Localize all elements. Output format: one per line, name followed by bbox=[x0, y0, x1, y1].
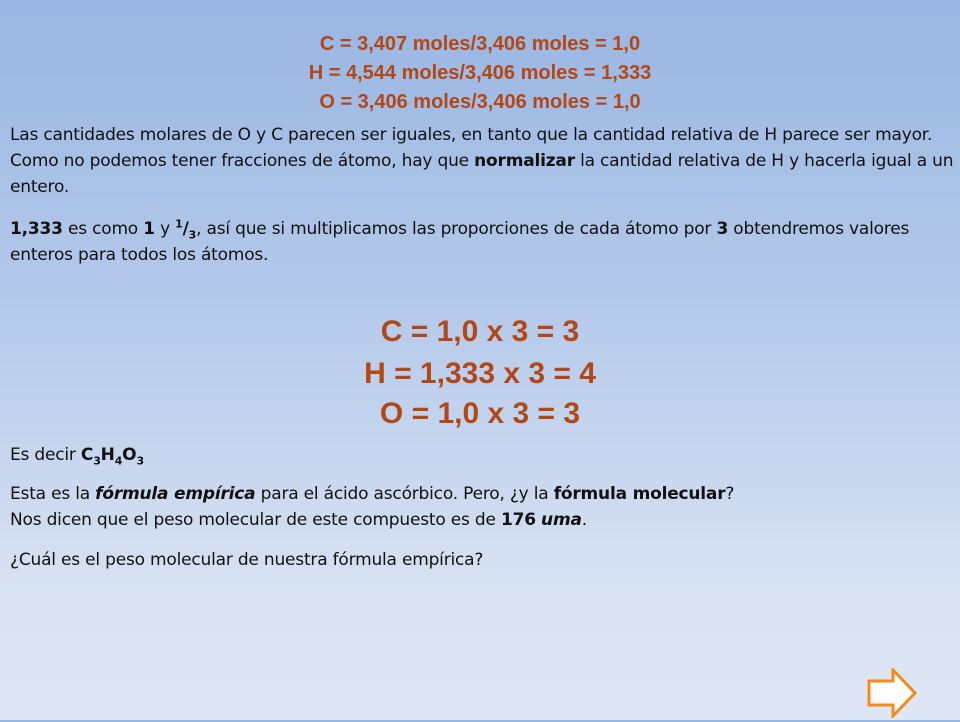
paragraph-text: y bbox=[154, 219, 176, 239]
number-1333: 1,333 bbox=[10, 219, 63, 239]
formula-prefix: Es decir bbox=[10, 445, 81, 465]
paragraph-text: Las cantidades molares de O y C parecen ser iguales, en tanto que la cantidad relativa de H parece ser mayor. Como no podemos tener fracciones de átomo, hay que bbox=[10, 125, 933, 171]
paragraph-text: , así que si multiplicamos las proporciones de cada átomo por bbox=[196, 219, 717, 239]
fraction-denominator: 3 bbox=[188, 228, 197, 242]
ratio-oxygen: O = 3,406 moles/3,406 moles = 1,0 bbox=[319, 91, 641, 113]
number-three: 3 bbox=[716, 219, 729, 239]
paragraph-multiply bbox=[10, 216, 955, 268]
fraction-one-third bbox=[175, 217, 197, 242]
weight-176: 176 bbox=[500, 510, 536, 530]
next-slide-button[interactable] bbox=[866, 668, 918, 718]
product-carbon: C = 1,0 x 3 = 3 bbox=[380, 315, 580, 348]
subscript-h: 4 bbox=[114, 454, 123, 468]
paragraph-text: Esta es la bbox=[10, 484, 96, 504]
empirical-formula-line bbox=[10, 442, 955, 468]
element-c: C bbox=[80, 445, 94, 465]
element-o: O bbox=[122, 445, 137, 465]
ratio-hydrogen: H = 4,544 moles/3,406 moles = 1,333 bbox=[308, 62, 652, 84]
normalize-word: normalizar bbox=[474, 151, 575, 171]
paragraph-normalize bbox=[10, 122, 955, 200]
subscript-c: 3 bbox=[93, 454, 101, 468]
product-oxygen: O = 1,0 x 3 = 3 bbox=[379, 397, 581, 430]
paragraph-text: la cantidad relativa de H y hacerla igual a un entero. bbox=[10, 151, 954, 197]
fraction-slash: / bbox=[182, 219, 189, 239]
right-arrow-icon bbox=[866, 668, 918, 718]
uma-unit: uma bbox=[541, 510, 582, 530]
paragraph-text: es como bbox=[62, 219, 144, 239]
paragraph-text: Nos dicen que el peso molecular de este compuesto es de bbox=[10, 510, 501, 530]
formula-c3h4o3 bbox=[80, 445, 144, 468]
number-one: 1 bbox=[143, 219, 155, 239]
paragraph-text: ? bbox=[725, 484, 735, 504]
subscript-o: 3 bbox=[136, 454, 144, 468]
molecular-formula-term: fórmula molecular bbox=[553, 484, 726, 504]
question-line: ¿Cuál es el peso molecular de nuestra fórmula empírica? bbox=[10, 550, 484, 570]
paragraph-empirical-molecular bbox=[10, 481, 955, 533]
paragraph-text: obtendremos valores enteros para todos los átomos. bbox=[10, 219, 910, 265]
product-hydrogen: H = 1,333 x 3 = 4 bbox=[364, 357, 596, 390]
paragraph-text: para el ácido ascórbico. Pero, ¿y la bbox=[255, 484, 554, 504]
fraction-numerator: 1 bbox=[175, 217, 183, 231]
element-h: H bbox=[100, 445, 115, 465]
paragraph-text: . bbox=[581, 510, 587, 530]
ratio-carbon: C = 3,407 moles/3,406 moles = 1,0 bbox=[319, 33, 641, 55]
empirical-formula-term: fórmula empírica bbox=[95, 484, 256, 504]
